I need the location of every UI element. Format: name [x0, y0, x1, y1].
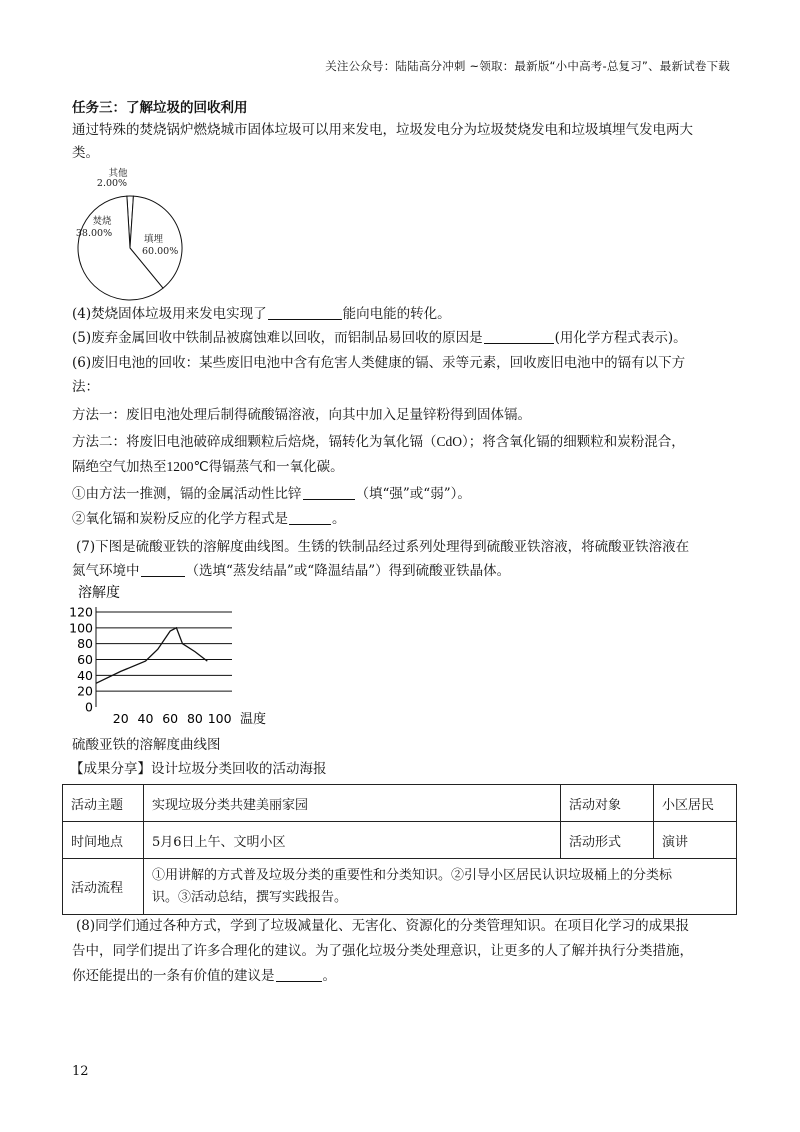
q8-answer-blank[interactable]: [276, 967, 322, 982]
q4-answer-blank[interactable]: [268, 305, 342, 320]
question-6-line-2: 法：: [72, 379, 99, 395]
table-cell-form-value: 演讲: [654, 822, 737, 859]
pie-label: 其他: [108, 168, 128, 179]
chart-y-tick-label: 100: [69, 620, 93, 636]
s2-text-b: 。: [332, 511, 346, 527]
q5-answer-blank[interactable]: [484, 329, 554, 344]
question-8-line-2: 告中，同学们提出了许多合理化的建议。为了强化垃圾分类处理意识，让更多的人了解并执行分类措施，: [72, 943, 693, 959]
chart-x-tick-label: 20: [112, 711, 129, 726]
table-row: [63, 785, 737, 822]
table-cell-target-key: 活动对象: [561, 785, 654, 822]
q7-text-b: （选填“蒸发结晶”或“降温结晶”）得到硫酸亚铁晶体。: [185, 563, 511, 579]
table-cell-theme-value: 实现垃圾分类共建美丽家园: [144, 785, 561, 822]
process-line-1: ①用讲解的方式普及垃圾分类的重要性和分类知识。②引导小区居民认识垃圾桶上的分类标: [152, 867, 673, 883]
chart-y-tick-label: 40: [77, 667, 93, 683]
chart-y-tick-label: 20: [77, 683, 93, 699]
q7-answer-blank[interactable]: [141, 562, 185, 577]
section-title: 任务三：了解垃圾的回收利用: [72, 100, 248, 116]
s2-text-a: ②氧化镉和炭粉反应的化学方程式是: [72, 511, 288, 527]
table-cell-form-key: 活动形式: [561, 822, 654, 859]
table-cell-theme-key: 活动主题: [63, 785, 144, 822]
table-cell-time-value: 5月6日上午、文明小区: [144, 822, 561, 859]
table-cell-target-value: 小区居民: [654, 785, 737, 822]
q4-text-b: 能向电能的转化。: [342, 306, 451, 322]
m2-text-a: 方法二：将废旧电池破碎成细颗粒后焙烧，镉转化为氧化镉（: [72, 434, 437, 450]
s1-text-a: ①由方法一推测，镉的金属活动性比锌: [72, 486, 302, 502]
pie-value-label: 60.00%: [142, 246, 179, 257]
chart-x-tick-label: 40: [137, 711, 154, 726]
q5-text-a: (5)废弃金属回收中铁制品被腐蚀难以回收，而铝制品易回收的原因是: [72, 330, 483, 346]
s2-answer-blank[interactable]: [289, 510, 331, 525]
pie-value-label: 2.00%: [96, 178, 128, 189]
table-cell-process-key: 活动流程: [63, 859, 144, 915]
chart-caption: 硫酸亚铁的溶解度曲线图: [72, 737, 221, 753]
table-row: [63, 859, 737, 915]
pie-value-label: 38.00%: [75, 228, 113, 239]
chart-y-tick-label: 80: [77, 636, 93, 652]
question-7-line-2: [72, 561, 510, 581]
chart-x-tick-label: 60: [162, 711, 179, 726]
page-header: 关注公众号：陆陆高分冲刺 ~领取：最新版“小中高考-总复习”、最新试卷下载: [325, 59, 730, 73]
solubility-line-chart: [69, 585, 282, 727]
chart-y-tick-label: 120: [69, 604, 93, 620]
chart-x-tick-label: 80: [186, 711, 203, 726]
temperature-value: 1200℃: [166, 459, 209, 474]
m2-text-b: ）；将含氧化镉的细颗粒和炭粉混合，: [462, 434, 685, 450]
chart-x-tick-label: 100: [207, 711, 232, 726]
chart-y-tick-label: 60: [77, 652, 93, 667]
waste-power-pie-chart: [72, 166, 192, 296]
intro-line-1: 通过特殊的焚烧锅炉燃烧城市固体垃圾可以用来发电，垃圾发电分为垃圾焚烧发电和垃圾填埋气发电两大: [72, 122, 693, 138]
chart-x-axis-label: 温度: [240, 712, 267, 727]
s1-text-b: （填“强”或“弱”）。: [355, 486, 471, 502]
question-5: [72, 328, 687, 348]
table-row: [63, 822, 737, 859]
q5-text-b: (用化学方程式表示)。: [554, 330, 687, 346]
chart-y-axis-label: 溶解度: [78, 585, 120, 601]
q4-text-a: (4)焚烧固体垃圾用来发电实现了: [72, 306, 267, 322]
question-6-line-1: (6)废旧电池的回收：某些废旧电池中含有危害人类健康的镉、汞等元素，回收废旧电池中的镉有以下方: [72, 355, 686, 371]
pie-label: 焚烧: [92, 216, 112, 227]
table-cell-process-value: [144, 859, 737, 915]
process-line-2: 识。③活动总结，撰写实践报告。: [152, 889, 348, 905]
results-share-heading: 【成果分享】设计垃圾分类回收的活动海报: [70, 761, 327, 777]
cdo-formula: CdO: [436, 434, 463, 449]
method-2-line-1: [72, 432, 685, 452]
m2-l2-text-a: 隔绝空气加热至: [72, 459, 167, 475]
s1-answer-blank[interactable]: [303, 485, 355, 500]
q8-text-a: 你还能提出的一条有价值的建议是: [72, 968, 275, 984]
question-8-line-3: [72, 966, 336, 986]
question-7-line-1: (7)下图是硫酸亚铁的溶解度曲线图。生锈的铁制品经过系列处理得到硫酸亚铁溶液，将硫酸亚铁溶液在: [76, 539, 690, 555]
subquestion-1: [72, 484, 471, 504]
m2-l2-text-b: 得镉蒸气和一氧化碳。: [208, 459, 344, 475]
table-cell-time-key: 时间地点: [63, 822, 144, 859]
activity-poster-table: [62, 784, 737, 915]
question-8-line-1: (8)同学们通过各种方式，学到了垃圾减量化、无害化、资源化的分类管理知识。在项目化学习的成果报: [76, 918, 690, 934]
question-4: [72, 304, 451, 324]
intro-line-2: 类。: [72, 145, 99, 161]
pie-label: 填埋: [144, 234, 164, 245]
method-1: 方法一：废旧电池处理后制得硫酸镉溶液，向其中加入足量锌粉得到固体镉。: [72, 407, 531, 423]
chart-y-tick-label: 0: [85, 699, 93, 715]
page-number: 12: [72, 1064, 89, 1079]
subquestion-2: [72, 509, 346, 529]
q7-text-a: 氮气环境中: [72, 563, 140, 579]
q8-text-b: 。: [322, 968, 336, 984]
method-2-line-2: [72, 457, 344, 477]
